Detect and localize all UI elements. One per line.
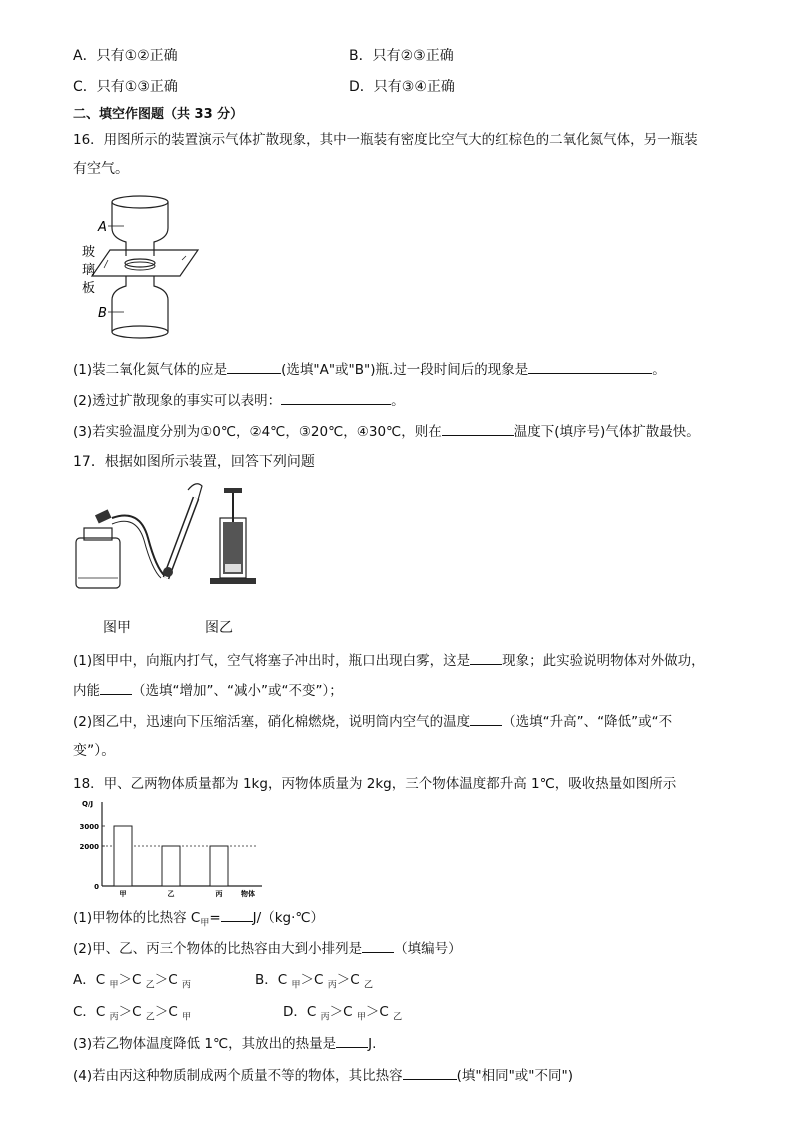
q16-part1-text-a: (1)装二氧化氮气体的应是 [73,362,228,378]
q16-part1-text-c: 。 [652,362,666,378]
q18-option-c: C．C $_丙$＞C $_乙$＞C $_甲$ [73,1004,192,1023]
q16-stem-line1: 16．用图所示的装置演示气体扩散现象，其中一瓶装有密度比空气大的红棕色的二氧化氮气体，另一瓶装 [73,132,698,148]
q18-blank-1[interactable] [221,907,253,922]
q18-option-a: A．C $_甲$＞C $_乙$＞C $_丙$ [73,972,191,991]
q18-blank-4[interactable] [403,1065,457,1080]
q18-blank-3[interactable] [336,1033,368,1048]
q18-part1-text-a: (1)甲物体的比热容 C [73,910,201,926]
x-tick-label: 乙 [167,890,175,898]
heat-bar-chart [80,796,270,902]
label-glass-3: 板 [82,281,96,296]
q17-part2-line2: 变”）。 [73,743,116,759]
q17-part1-text-d: （选填“增加”、“减小”或“不变”）； [132,683,343,699]
label-b: B [98,306,107,321]
q17-part2-line1 [73,710,672,730]
q17-part2-text-b: （选填“升高”、“降低”或“不 [502,714,673,730]
option-b: B．只有②③正确 [349,48,454,64]
q18-part3 [73,1032,376,1052]
q17-part1-line1 [73,649,705,669]
q16-part1 [73,358,666,378]
q18-part1 [73,906,324,929]
q17-blank-1[interactable] [470,650,502,665]
bar [162,846,180,886]
fig-jia-caption: 图甲 [103,620,131,636]
q16-part2-text-b: 。 [391,393,405,409]
y-axis-label: Q/J [82,800,94,808]
q16-part2 [73,389,405,409]
q18-part2-text-b: （填编号） [394,941,462,957]
q18-option-b: B．C $_甲$＞C $_丙$＞C $_乙$ [255,972,373,991]
q16-part1-text-b: (选填"A"或"B")瓶.过一段时间后的现象是 [281,362,529,378]
q18-part1-text-b: = [209,910,221,926]
q17-part1-text-b: 现象；此实验说明物体对外做功， [502,653,705,669]
q17-part1-text-a: (1)图甲中，向瓶内打气，空气将塞子冲出时，瓶口出现白雾，这是 [73,653,471,669]
q18-part1-sub: 甲 [200,918,210,929]
option-c: C．只有①③正确 [73,79,178,95]
y-tick-label: 3000 [80,823,99,831]
q18-title: 18．甲、乙两物体质量都为 1kg，丙物体质量为 2kg，三个物体温度都升高 1℃，吸收热量如图所示 [73,776,677,792]
q18-part4-text-a: (4)若由丙这种物质制成两个质量不等的物体，其比热容 [73,1068,403,1084]
q18-part3-text-b: J. [368,1036,377,1052]
q17-part1-text-c: 内能 [73,683,100,699]
q16-part3-text-b: 温度下(填序号)气体扩散最快。 [513,424,700,440]
q16-blank-3[interactable] [281,390,391,405]
fig-yi-caption: 图乙 [205,620,233,636]
q18-part4 [73,1064,573,1084]
q18-part4-text-b: (填"相同"或"不同") [456,1068,573,1084]
x-axis-label: 物体 [241,890,255,898]
option-a: A．只有①②正确 [73,48,178,64]
y-tick-label: 0 [94,883,99,891]
q17-part1-line2 [73,679,343,699]
figure-jia-bottle-pump [70,478,270,596]
q16-part2-text-a: (2)透过扩散现象的事实可以表明： [73,393,282,409]
label-glass-2: 璃 [82,263,96,278]
q18-part2 [73,937,462,957]
q18-part1-text-c: J/（kg·℃） [252,910,325,926]
option-d: D．只有③④正确 [349,79,455,95]
y-tick-label: 2000 [80,843,99,851]
q18-blank-2[interactable] [362,938,394,953]
q18-part2-text-a: (2)甲、乙、丙三个物体的比热容由大到小排列是 [73,941,363,957]
q16-blank-2[interactable] [528,359,652,374]
bar [114,826,132,886]
q16-part3-text-a: (3)若实验温度分别为①0℃，②4℃，③20℃，④30℃，则在 [73,424,442,440]
bar [210,846,228,886]
x-tick-label: 丙 [215,890,223,898]
q18-option-d: D．C $_丙$＞C $_甲$＞C $_乙$ [283,1004,403,1023]
q17-part2-text-a: (2)图乙中，迅速向下压缩活塞，硝化棉燃烧，说明筒内空气的温度 [73,714,471,730]
q17-blank-3[interactable] [470,711,502,726]
q16-blank-1[interactable] [227,359,281,374]
q16-stem-line2: 有空气。 [73,161,129,177]
label-glass-1: 玻 [82,245,96,260]
diffusion-apparatus-figure [80,190,210,350]
q18-part3-text-a: (3)若乙物体温度降低 1℃，其放出的热量是 [73,1036,337,1052]
q16-part3 [73,420,700,440]
x-tick-label: 甲 [119,890,127,898]
q17-blank-2[interactable] [100,680,132,695]
q17-title: 17．根据如图所示装置，回答下列问题 [73,454,315,470]
section-title: 二、填空作图题（共 33 分） [73,107,244,122]
q16-blank-4[interactable] [442,421,514,436]
label-a: A [98,220,107,235]
